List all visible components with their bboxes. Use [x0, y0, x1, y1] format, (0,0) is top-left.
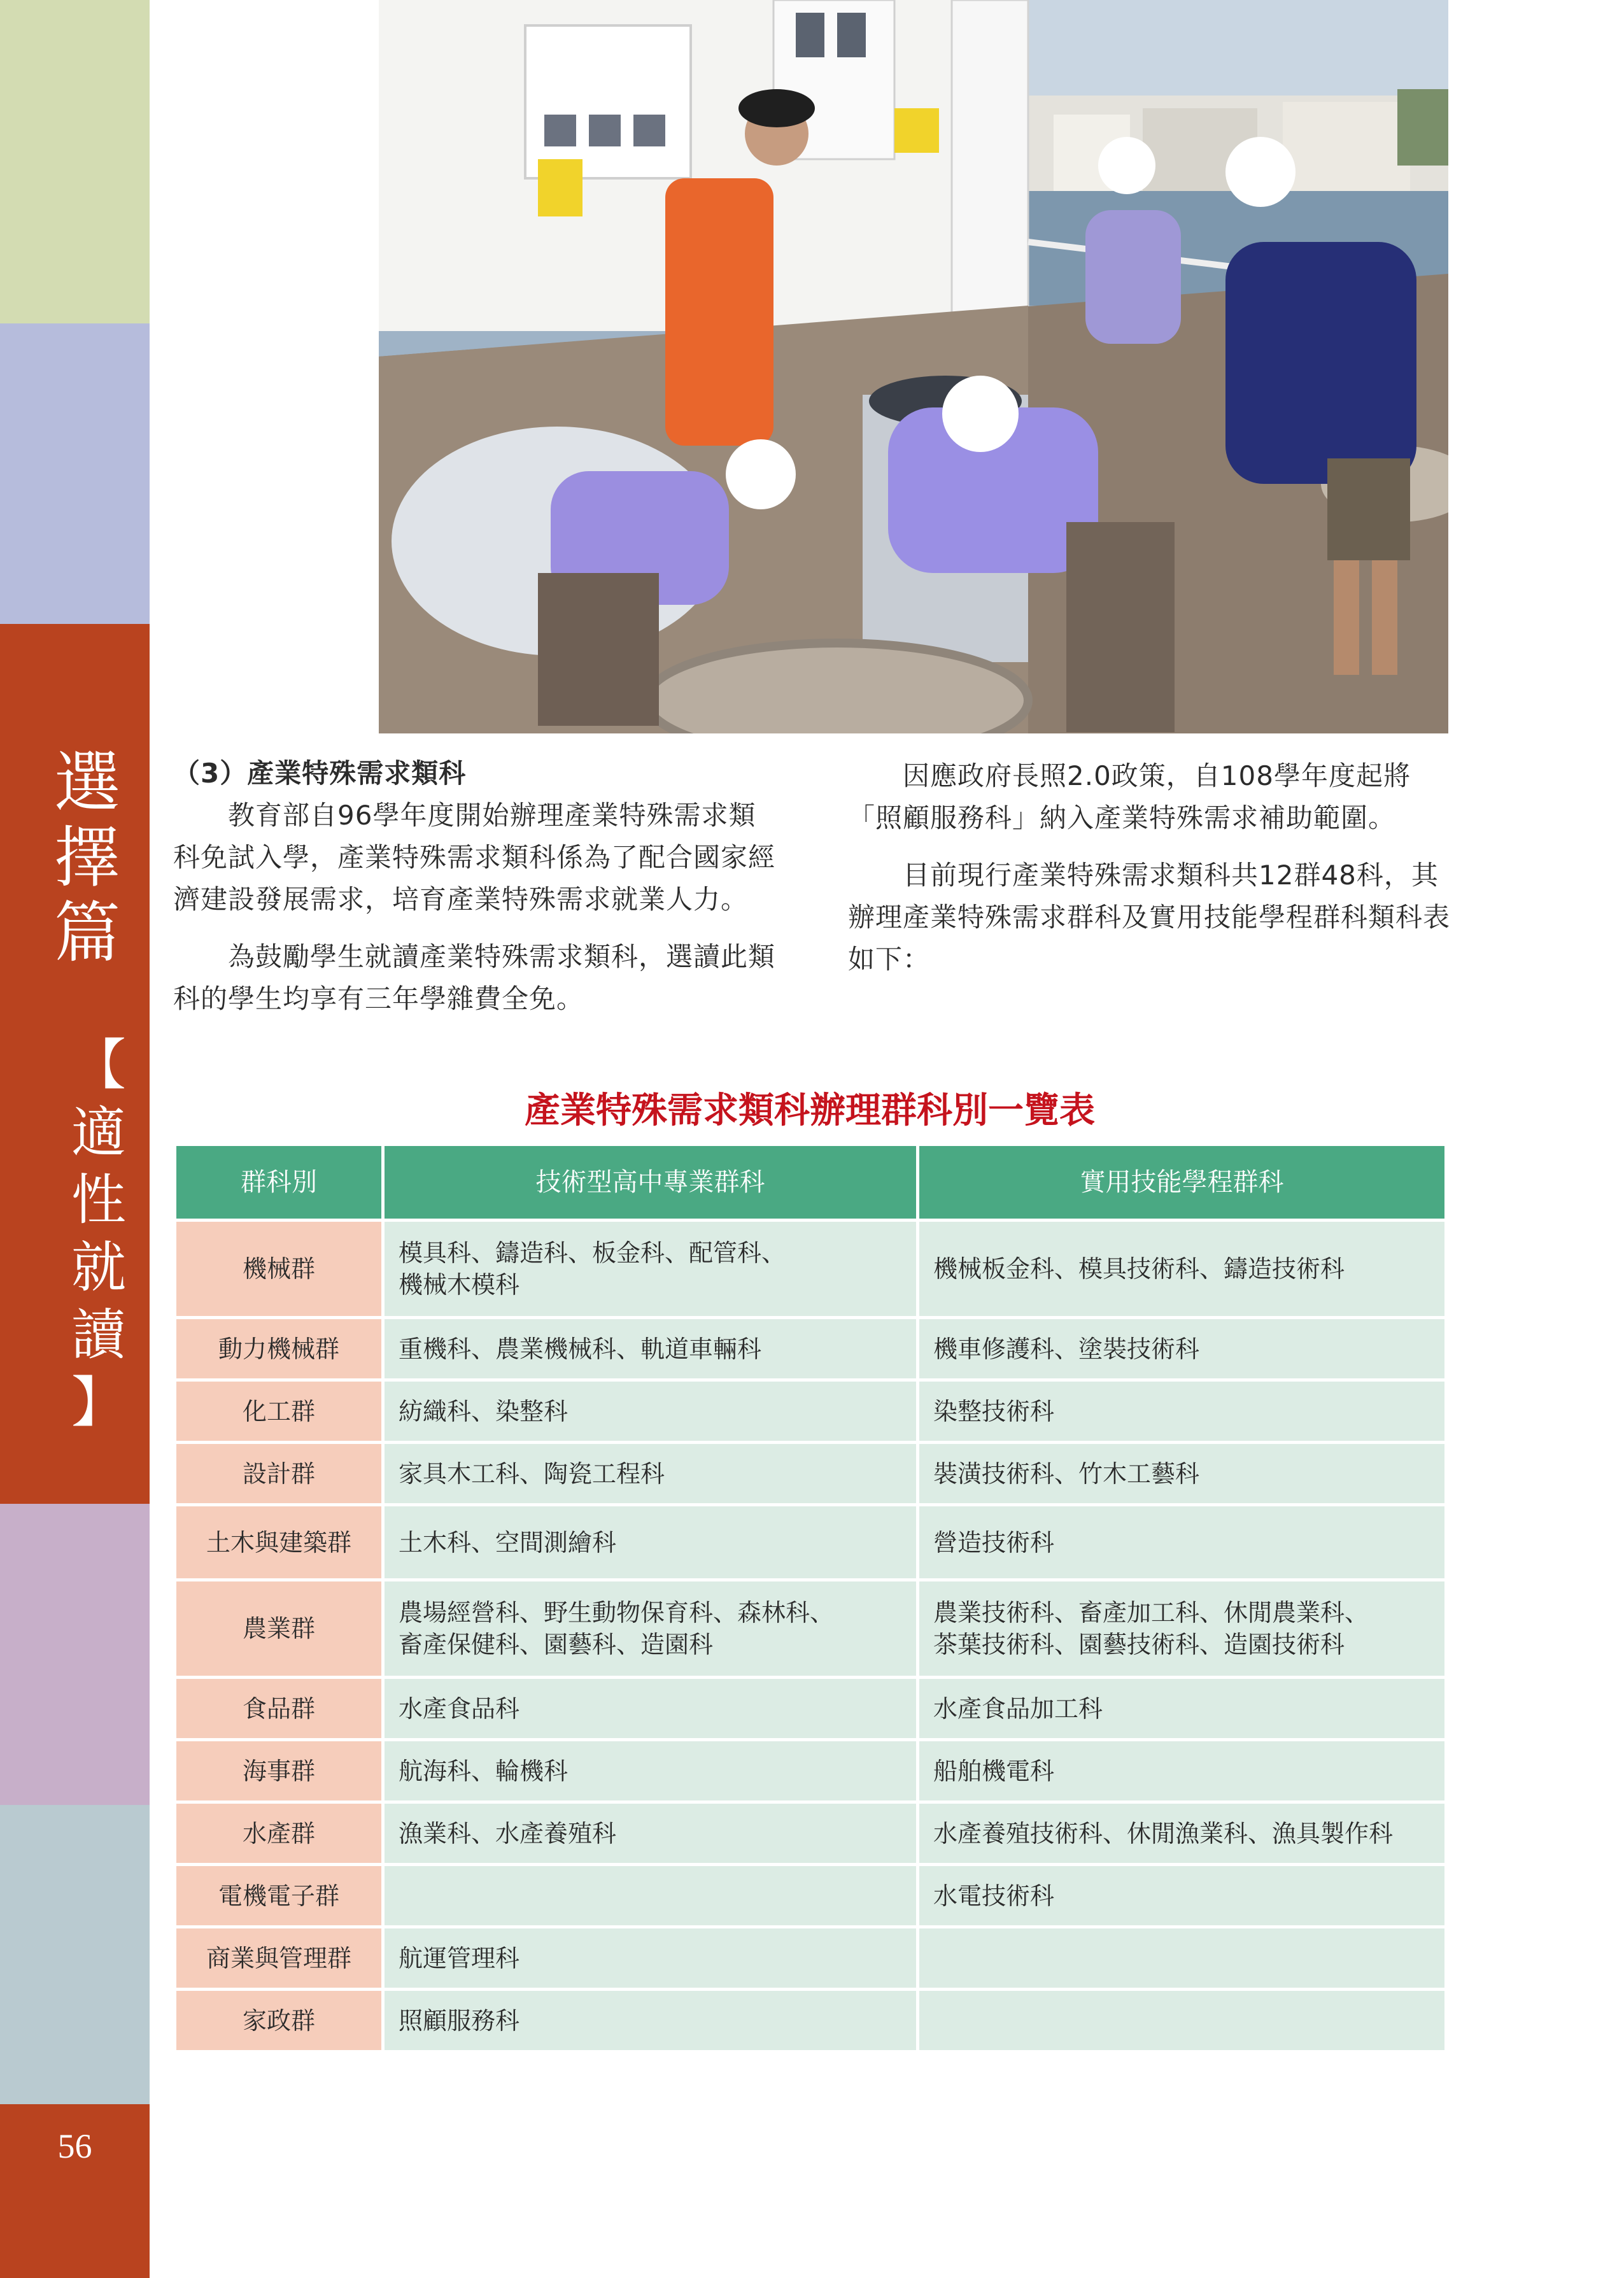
group-name-cell: 水產群 — [175, 1802, 383, 1865]
tech-program-cell — [383, 1380, 918, 1443]
tech-program-cell — [383, 1678, 918, 1740]
tech-program-cell — [383, 1443, 918, 1505]
practical-program-cell — [918, 1990, 1446, 2052]
paragraph: 因應政府長照2.0政策，自108學年度起將「照顧服務科」納入產業特殊需求補助範圍。 — [848, 760, 1411, 833]
chapter-title-char: 篇 — [53, 894, 120, 972]
column-header: 技術型高中專業群科 — [383, 1145, 918, 1220]
chapter-title-char: 選 — [53, 744, 120, 821]
tech-program-cell — [383, 1990, 918, 2052]
group-name-cell: 家政群 — [175, 1990, 383, 2052]
practical-program-cell — [918, 1580, 1446, 1678]
program-line: 畜產保健科、園藝科、造園科 — [399, 1631, 714, 1659]
table-row — [175, 1443, 1446, 1505]
table-row — [175, 1580, 1446, 1678]
chapter-title — [52, 745, 122, 970]
program-line: 家具木工科、陶瓷工程科 — [399, 1459, 665, 1488]
group-name-cell: 海事群 — [175, 1740, 383, 1802]
practical-program-cell — [918, 1443, 1446, 1505]
chapter-subtitle-char: 】 — [71, 1371, 126, 1434]
program-line: 水產食品加工科 — [933, 1694, 1103, 1723]
table-row — [175, 1740, 1446, 1802]
page-number: 56 — [57, 2127, 92, 2165]
practical-program-cell — [918, 1220, 1446, 1318]
chapter-subtitle-char: 適 — [71, 1101, 126, 1164]
paragraph: 目前現行產業特殊需求類科共12群48科，其辦理產業特殊需求群科及實用技能學程群科類科表如下： — [848, 860, 1451, 975]
program-line: 機械板金科、模具技術科、鑄造技術科 — [933, 1255, 1345, 1283]
program-line: 土木科、空間測繪科 — [399, 1528, 617, 1557]
table-row — [175, 1927, 1446, 1990]
program-line: 茶葉技術科、園藝技術科、造園技術科 — [933, 1631, 1345, 1659]
practical-program-cell — [918, 1318, 1446, 1380]
program-line: 模具科、鑄造科、板金科、配管科、 — [399, 1239, 786, 1267]
practical-program-cell — [918, 1380, 1446, 1443]
group-name-cell: 化工群 — [175, 1380, 383, 1443]
tech-program-cell — [383, 1318, 918, 1380]
table-row — [175, 1802, 1446, 1865]
group-name-cell: 設計群 — [175, 1443, 383, 1505]
group-name-cell: 機械群 — [175, 1220, 383, 1318]
group-name-cell: 食品群 — [175, 1678, 383, 1740]
tech-program-cell — [383, 1740, 918, 1802]
table-row — [175, 1678, 1446, 1740]
chapter-subtitle-char: 就 — [71, 1236, 126, 1299]
column-header: 群科別 — [175, 1145, 383, 1220]
group-name-cell: 電機電子群 — [175, 1865, 383, 1927]
sidebar-band-blue — [0, 323, 150, 624]
practical-program-cell — [918, 1927, 1446, 1990]
tech-program-cell — [383, 1580, 918, 1678]
program-line: 漁業科、水產養殖科 — [399, 1819, 617, 1848]
section-heading: （3）產業特殊需求類科 — [173, 758, 467, 789]
side-tab-strip — [0, 0, 150, 2278]
program-line: 機械木模科 — [399, 1271, 520, 1299]
chapter-title-char: 擇 — [53, 819, 120, 896]
group-name-cell: 動力機械群 — [175, 1318, 383, 1380]
table-title: 產業特殊需求類科辦理群科別一覽表 — [525, 1089, 1095, 1131]
table-row — [175, 1220, 1446, 1318]
practical-program-cell — [918, 1802, 1446, 1865]
group-name-cell: 農業群 — [175, 1580, 383, 1678]
column-header: 實用技能學程群科 — [918, 1145, 1446, 1220]
table-row — [175, 1990, 1446, 2052]
tech-program-cell — [383, 1865, 918, 1927]
program-line: 水電技術科 — [933, 1881, 1055, 1910]
intro-text-left — [173, 753, 778, 1020]
program-line: 水產養殖技術科、休閒漁業科、漁具製作科 — [933, 1819, 1394, 1848]
photo-illustration — [379, 0, 1448, 733]
ship-deck-photo — [379, 0, 1448, 733]
practical-program-cell — [918, 1740, 1446, 1802]
group-name-cell: 土木與建築群 — [175, 1505, 383, 1580]
program-line: 照顧服務科 — [399, 2006, 520, 2035]
program-line: 航海科、輪機科 — [399, 1757, 568, 1785]
practical-program-cell — [918, 1678, 1446, 1740]
table-header-row — [175, 1145, 1446, 1220]
tech-program-cell — [383, 1927, 918, 1990]
paragraph: 教育部自96學年度開始辦理產業特殊需求類科免試入學，產業特殊需求類科係為了配合國家經濟建設發展需求，培育產業特殊需求就業人力。 — [173, 800, 776, 915]
chapter-subtitle — [64, 1031, 134, 1436]
tech-program-cell — [383, 1802, 918, 1865]
program-line: 染整技術科 — [933, 1397, 1055, 1426]
sidebar-band-purple — [0, 1504, 150, 1805]
table-row — [175, 1380, 1446, 1443]
table-row — [175, 1318, 1446, 1380]
program-table — [173, 1143, 1448, 2053]
sidebar-band-grey — [0, 1805, 150, 2104]
table-row — [175, 1865, 1446, 1927]
tech-program-cell — [383, 1505, 918, 1580]
practical-program-cell — [918, 1865, 1446, 1927]
program-line: 農場經營科、野生動物保育科、森林科、 — [399, 1599, 835, 1627]
chapter-subtitle-char: 性 — [71, 1168, 126, 1232]
intro-text-right — [848, 755, 1456, 980]
program-line: 機車修護科、塗裝技術科 — [933, 1334, 1200, 1363]
sidebar-band-green — [0, 0, 150, 323]
tech-program-cell — [383, 1220, 918, 1318]
group-name-cell: 商業與管理群 — [175, 1927, 383, 1990]
chapter-subtitle-char: 讀 — [71, 1303, 126, 1367]
program-line: 水產食品科 — [399, 1694, 520, 1723]
program-line: 船舶機電科 — [933, 1757, 1055, 1785]
practical-program-cell — [918, 1505, 1446, 1580]
program-line: 紡織科、染整科 — [399, 1397, 568, 1426]
program-line: 裝潢技術科、竹木工藝科 — [933, 1459, 1200, 1488]
program-line: 重機科、農業機械科、軌道車輛科 — [399, 1334, 762, 1363]
program-line: 營造技術科 — [933, 1528, 1055, 1557]
table-row — [175, 1505, 1446, 1580]
program-line: 航運管理科 — [399, 1944, 520, 1972]
paragraph: 為鼓勵學生就讀產業特殊需求類科，選讀此類科的學生均享有三年學雜費全免。 — [173, 941, 776, 1014]
program-line: 農業技術科、畜產加工科、休閒農業科、 — [933, 1599, 1369, 1627]
chapter-subtitle-char: 【 — [71, 1033, 126, 1097]
